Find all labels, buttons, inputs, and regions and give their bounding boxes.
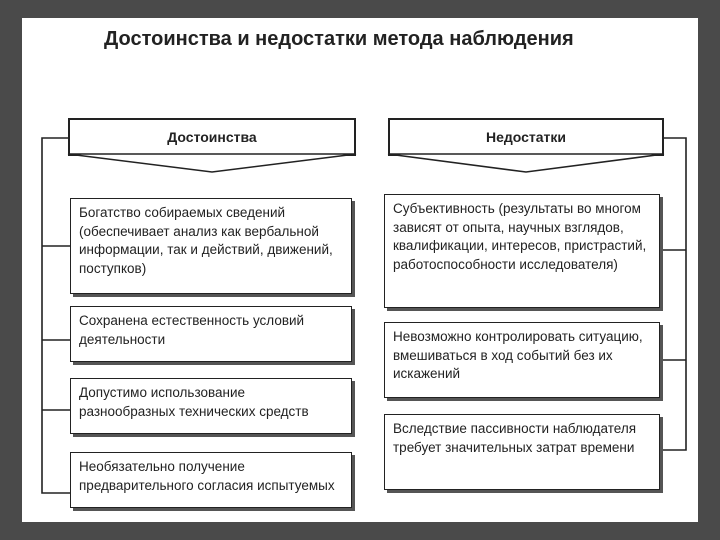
disadvantage-item: Невозможно контролировать ситуацию, вмешиваться в ход событий без их искажений [384,322,660,398]
diagram-title: Достоинства и недостатки метода наблюдения [104,28,574,50]
advantages-heading-label: Достоинства [167,129,257,145]
disadvantages-heading [388,118,664,156]
advantage-item: Богатство собираемых сведений (обеспечивает анализ как вербальной информации, так и действий, движений, поступков) [70,198,352,294]
advantage-item: Допустимо использование разнообразных технических средств [70,378,352,434]
disadvantage-item: Субъективность (результаты во многом зависят от опыта, научных взглядов, квалификации, интересов, пристрастий, работоспособности исследователя) [384,194,660,308]
advantages-heading-chevron [68,154,356,176]
advantage-item: Необязательно получение предварительного согласия испытуемых [70,452,352,508]
disadvantages-heading-chevron [388,154,664,176]
disadvantage-item: Вследствие пассивности наблюдателя требует значительных затрат времени [384,414,660,490]
advantages-heading [68,118,356,156]
disadvantages-heading-label: Недостатки [485,129,567,145]
slide [22,18,698,522]
advantage-item: Сохранена естественность условий деятельности [70,306,352,362]
